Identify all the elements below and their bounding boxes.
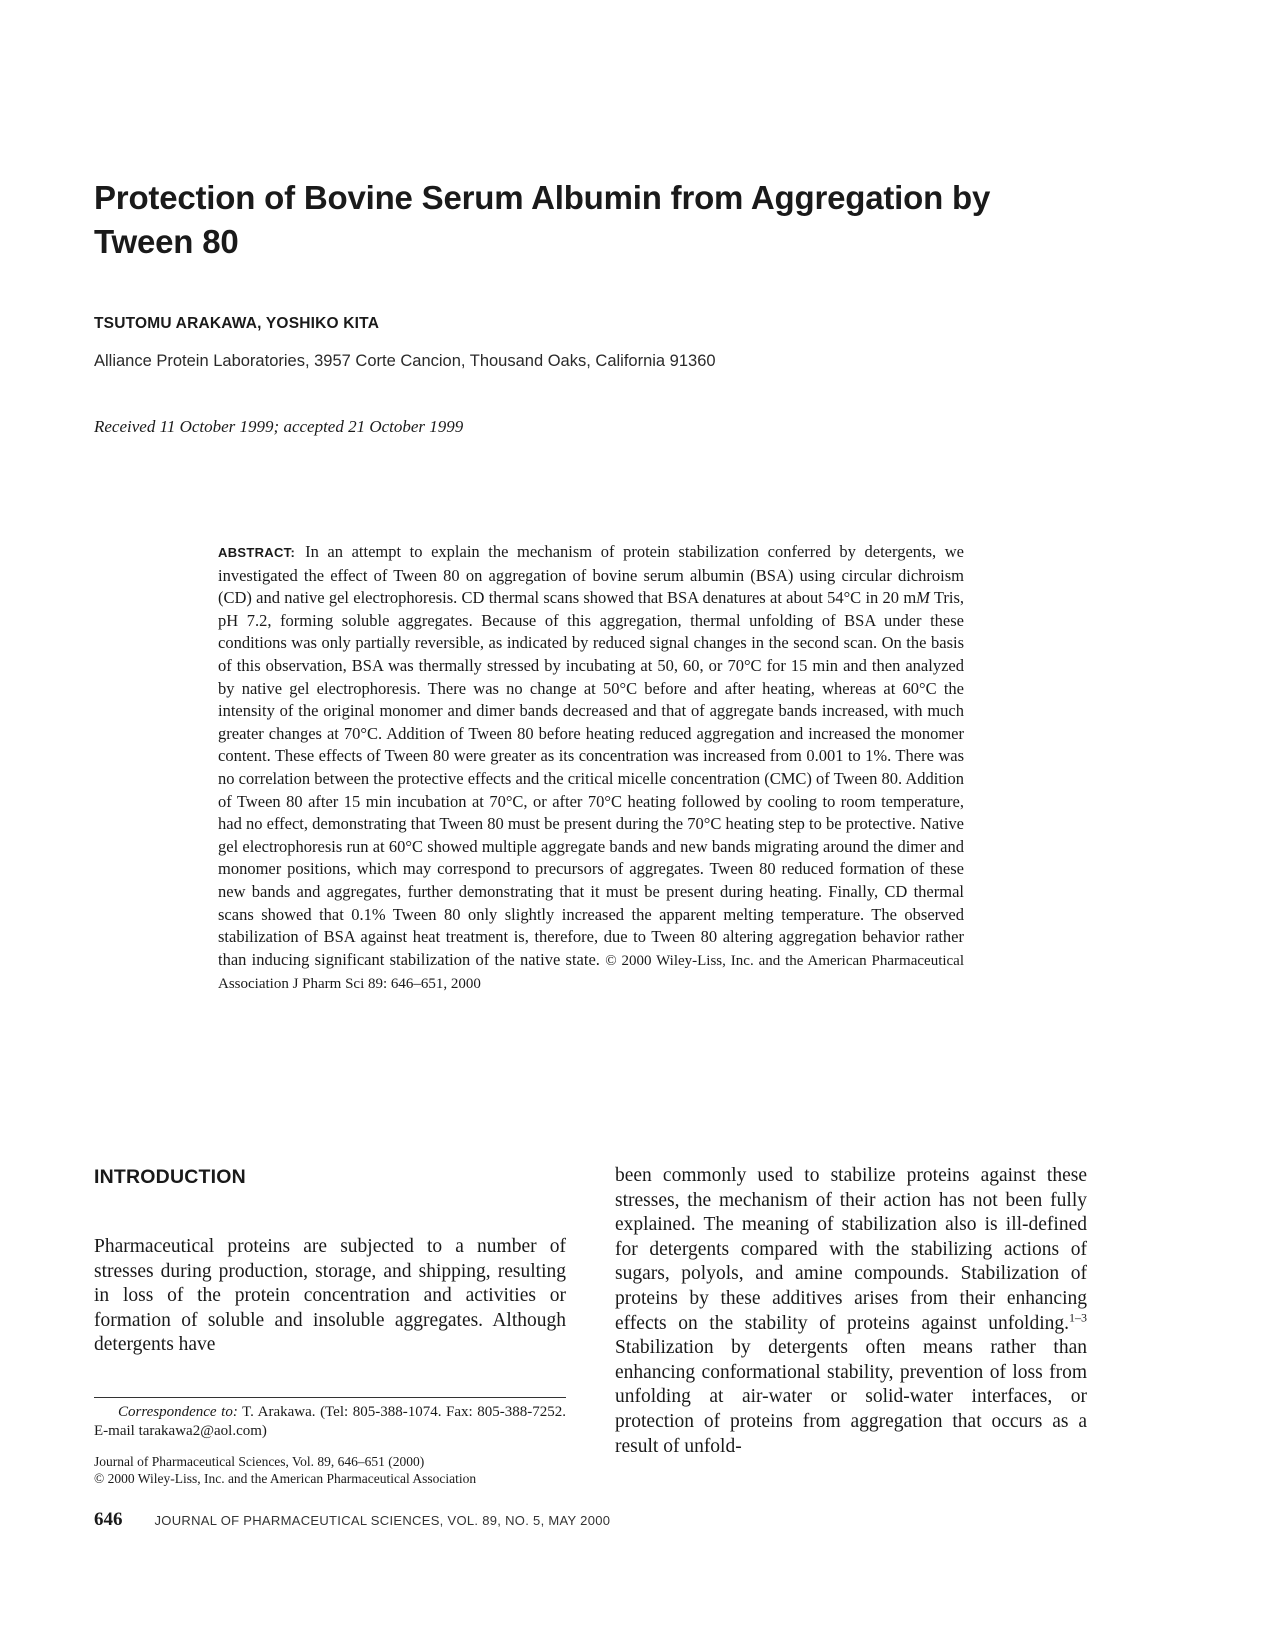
correspondence-text: T. Arakawa. (Tel: 805-388-1074. Fax: 805-388-7252. E-mail tarakawa2@aol.com) [94, 1404, 566, 1439]
intro-right-text-2: Stabilization by detergents often means rather than enhancing conformational stability, prevention of loss from unfolding at air-water or solid-water interfaces, or protection of proteins from aggregation that occurs as a result of unfold- [615, 1337, 1087, 1457]
abstract-label: ABSTRACT: [218, 545, 296, 560]
received-dates: Received 11 October 1999; accepted 21 October 1999 [94, 417, 464, 436]
journal-line: Journal of Pharmaceutical Sciences, Vol. 89, 646–651 (2000) [94, 1454, 425, 1469]
intro-right-text-1: been commonly used to stabilize proteins against these stresses, the mechanism of their action has not been fully explained. The meaning of stabilization also is ill-defined for detergents compared with the stabilizing actions of sugars, polyols, and amine compounds. Stabilization of proteins by these additives arises from their enhancing effects on the stability of proteins against unfolding. [615, 1165, 1087, 1334]
correspondence-footnote [94, 1403, 566, 1441]
footnote-divider [94, 1397, 566, 1398]
journal-citation-note [94, 1453, 566, 1487]
correspondence-label: Correspondence to: [118, 1404, 238, 1420]
page-number: 646 [94, 1509, 123, 1530]
abstract-text-part-1: In an attempt to explain the mechanism of protein stabilization conferred by detergents, we investigated the effect of Tween 80 on aggregation of bovine serum albumin (BSA) using circular dichroism (CD) and native gel electrophoresis. CD thermal scans showed that BSA denatures at about 54°C in 20 m [218, 542, 964, 608]
abstract-text-part-2: Tris, pH 7.2, forming soluble aggregates. Because of this aggregation, thermal unfolding of BSA under these conditions was only partially reversible, as indicated by reduced signal changes in the second scan. On the basis of this observation, BSA was thermally stressed by incubating at 50, 60, or 70°C for 15 min and then analyzed by native gel electrophoresis. There was no change at 50°C before and after heating, whereas at 60°C the intensity of the original monomer and dimer bands decreased and that of aggregate bands increased, with much greater changes at 70°C. Addition of Tween 80 before heating reduced aggregation and increased the monomer content. These effects of Tween 80 were greater as its concentration was increased from 0.001 to 1%. There was no correlation between the protective effects and the critical micelle concentration (CMC) of Tween 80. Addition of Tween 80 after 15 min incubation at 70°C, or after 70°C heating followed by cooling to room temperature, had no effect, demonstrating that Tween 80 must be present during the 70°C heating step to be protective. Native gel electrophoresis run at 60°C showed multiple aggregate bands and new bands migrating around the dimer and monomer positions, which may correspond to precursors of aggregates. Tween 80 reduced formation of these new bands and aggregates, further demonstrating that it must be present during heating. Finally, CD thermal scans showed that 0.1% Tween 80 only slightly increased the apparent melting temperature. The observed stabilization of BSA against heat treatment is, therefore, due to Tween 80 altering aggregation behavior rather than inducing significant stabilization of the native state. [218, 588, 964, 969]
introduction-right-column [615, 1164, 1087, 1459]
article-title: Protection of Bovine Serum Albumin from Aggregation by Tween 80 [94, 179, 991, 260]
introduction-left-column: Pharmaceutical proteins are subjected to a number of stresses during production, storage, and shipping, resulting in loss of the protein concentration and activities or formation of soluble and insoluble aggregates. Although detergents have [94, 1236, 566, 1356]
introduction-heading: INTRODUCTION [94, 1166, 246, 1188]
affiliation: Alliance Protein Laboratories, 3957 Corte Cancion, Thousand Oaks, California 91360 [94, 352, 716, 370]
journal-copyright-line: © 2000 Wiley-Liss, Inc. and the American Pharmaceutical Association [94, 1471, 477, 1486]
abstract-copyright: © 2000 Wiley-Liss, Inc. and the American Pharmaceutical Association J Pharm Sci 89: 646–651, 2000 [218, 952, 965, 993]
page-footer [94, 1509, 610, 1531]
author-list: TSUTOMU ARAKAWA, YOSHIKO KITA [94, 315, 380, 332]
abstract-unit-italic: M [916, 588, 930, 608]
citation-superscript: 1–3 [1069, 1310, 1087, 1325]
abstract [218, 541, 964, 996]
running-footer: JOURNAL OF PHARMACEUTICAL SCIENCES, VOL. 89, NO. 5, MAY 2000 [154, 1513, 611, 1528]
